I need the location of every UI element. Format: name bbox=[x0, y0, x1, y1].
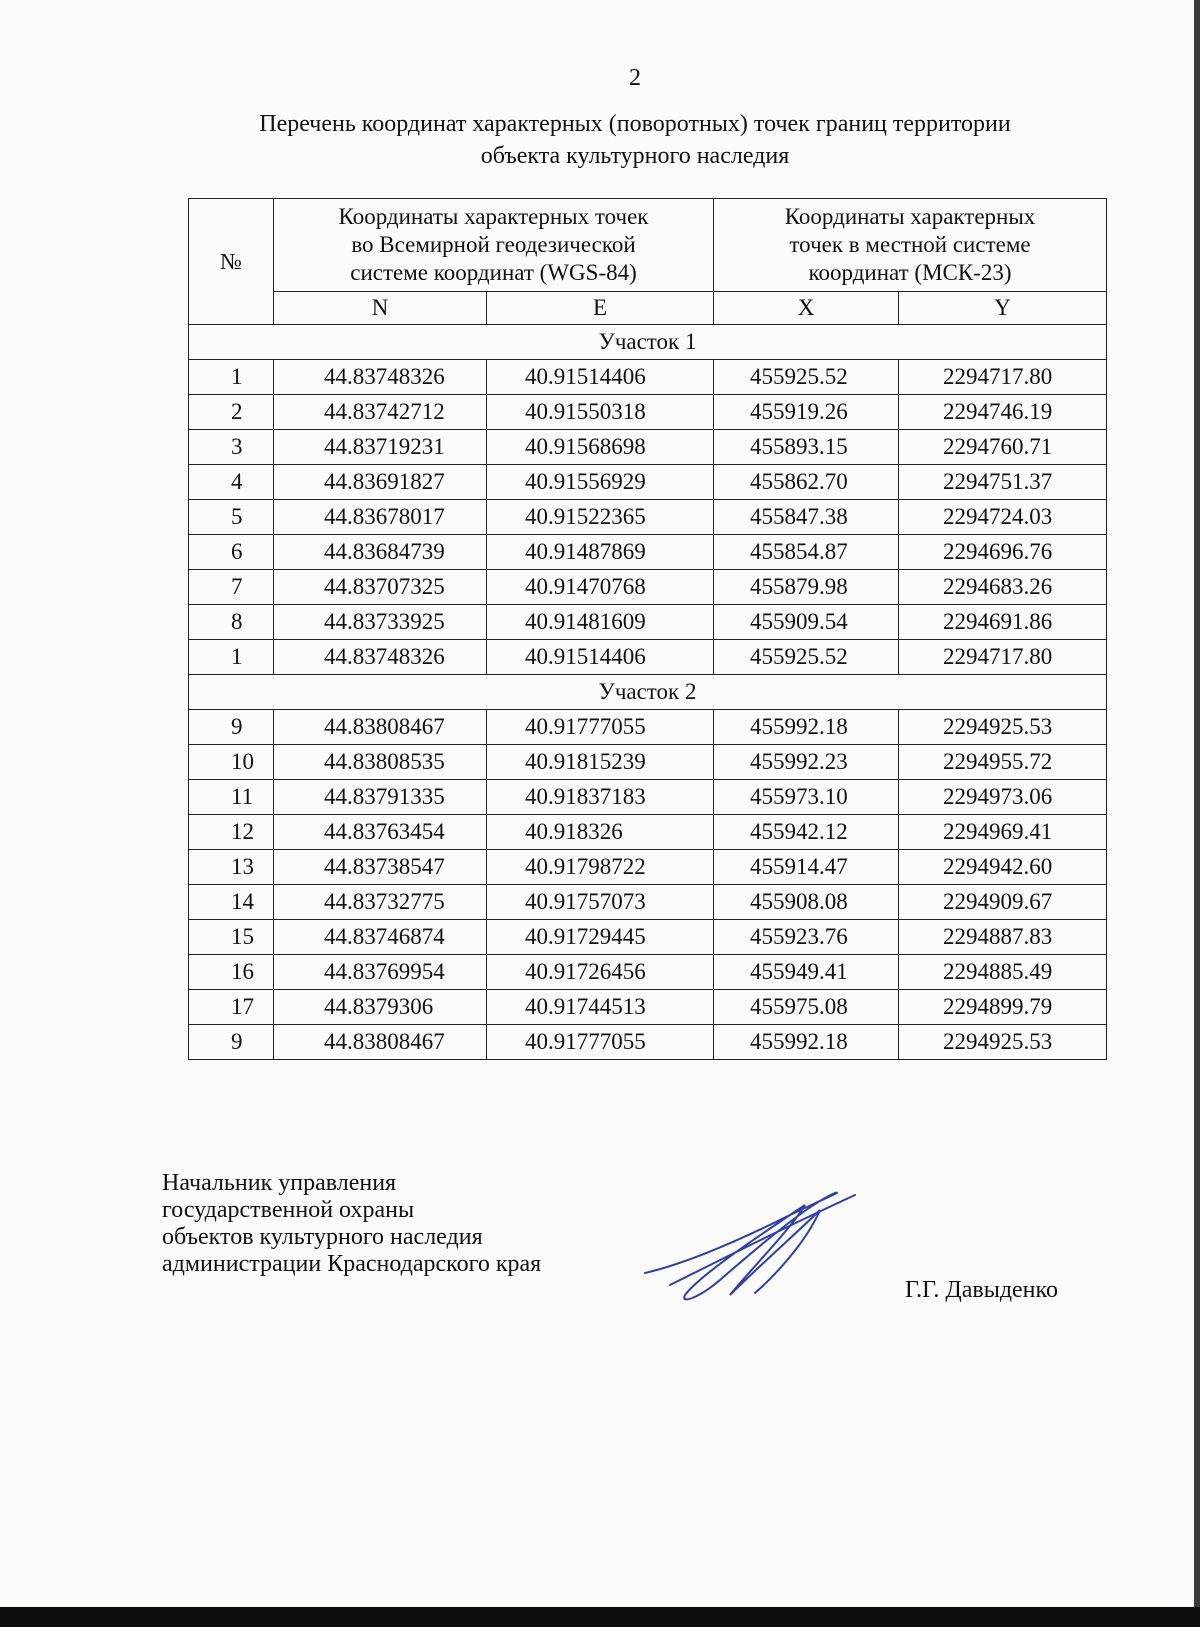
table-subheader-row bbox=[189, 292, 1107, 325]
title-line-2: объекта культурного наследия bbox=[480, 143, 790, 169]
coord-y-cell: 2294760.71 bbox=[899, 430, 1107, 465]
header-wgs-line-3: системе координат (WGS-84) bbox=[350, 260, 637, 285]
coord-n-cell: 44.83719231 bbox=[274, 430, 487, 465]
position-line-3: объектов культурного наследия bbox=[162, 1224, 483, 1250]
row-number-cell: 9 bbox=[189, 1025, 274, 1060]
table-row bbox=[189, 640, 1107, 675]
table-row bbox=[189, 745, 1107, 780]
handwritten-signature bbox=[640, 1185, 880, 1315]
row-number-cell: 8 bbox=[189, 605, 274, 640]
coord-e-cell: 40.91729445 bbox=[487, 920, 714, 955]
table-body bbox=[189, 325, 1107, 1060]
signatory-position bbox=[162, 1170, 541, 1278]
coord-e-cell: 40.91522365 bbox=[487, 500, 714, 535]
row-number-cell: 3 bbox=[189, 430, 274, 465]
coord-e-cell: 40.91726456 bbox=[487, 955, 714, 990]
coord-x-cell: 455923.76 bbox=[714, 920, 899, 955]
table-row bbox=[189, 535, 1107, 570]
coord-y-cell: 2294925.53 bbox=[899, 1025, 1107, 1060]
table-row bbox=[189, 395, 1107, 430]
coord-y-cell: 2294724.03 bbox=[899, 500, 1107, 535]
coord-n-cell: 44.83763454 bbox=[274, 815, 487, 850]
header-wgs-line-2: во Всемирной геодезической bbox=[351, 232, 636, 257]
coord-n-cell: 44.83748326 bbox=[274, 360, 487, 395]
coord-n-cell: 44.83808467 bbox=[274, 1025, 487, 1060]
coord-y-cell: 2294909.67 bbox=[899, 885, 1107, 920]
row-number-cell: 9 bbox=[189, 710, 274, 745]
table-row bbox=[189, 465, 1107, 500]
coord-e-cell: 40.91470768 bbox=[487, 570, 714, 605]
row-number-cell: 14 bbox=[189, 885, 274, 920]
coord-y-cell: 2294683.26 bbox=[899, 570, 1107, 605]
coord-x-cell: 455992.23 bbox=[714, 745, 899, 780]
header-msk-line-2: точек в местной системе bbox=[789, 232, 1031, 257]
subheader-n: N bbox=[274, 292, 487, 325]
table-row bbox=[189, 1025, 1107, 1060]
coord-y-cell: 2294696.76 bbox=[899, 535, 1107, 570]
coord-e-cell: 40.91556929 bbox=[487, 465, 714, 500]
coord-y-cell: 2294942.60 bbox=[899, 850, 1107, 885]
coord-y-cell: 2294717.80 bbox=[899, 640, 1107, 675]
row-number-cell: 7 bbox=[189, 570, 274, 605]
coord-x-cell: 455908.08 bbox=[714, 885, 899, 920]
coord-x-cell: 455925.52 bbox=[714, 360, 899, 395]
coord-y-cell: 2294955.72 bbox=[899, 745, 1107, 780]
coord-e-cell: 40.91568698 bbox=[487, 430, 714, 465]
coord-x-cell: 455893.15 bbox=[714, 430, 899, 465]
header-msk-line-3: координат (МСК-23) bbox=[808, 260, 1012, 285]
coord-x-cell: 455925.52 bbox=[714, 640, 899, 675]
coord-e-cell: 40.91481609 bbox=[487, 605, 714, 640]
row-number-cell: 16 bbox=[189, 955, 274, 990]
section-row bbox=[189, 675, 1107, 710]
coord-n-cell: 44.83769954 bbox=[274, 955, 487, 990]
table-row bbox=[189, 920, 1107, 955]
header-msk23 bbox=[714, 199, 1107, 292]
table-row bbox=[189, 780, 1107, 815]
coord-x-cell: 455949.41 bbox=[714, 955, 899, 990]
section-2-title: Участок 2 bbox=[189, 675, 1107, 710]
signatory-name: Г.Г. Давыденко bbox=[905, 1277, 1058, 1303]
coord-e-cell: 40.91487869 bbox=[487, 535, 714, 570]
coord-x-cell: 455992.18 bbox=[714, 710, 899, 745]
coord-n-cell: 44.83691827 bbox=[274, 465, 487, 500]
coord-n-cell: 44.83678017 bbox=[274, 500, 487, 535]
table-row bbox=[189, 500, 1107, 535]
coord-e-cell: 40.91757073 bbox=[487, 885, 714, 920]
row-number-cell: 15 bbox=[189, 920, 274, 955]
coord-n-cell: 44.83733925 bbox=[274, 605, 487, 640]
header-msk-line-1: Координаты характерных bbox=[784, 204, 1036, 229]
coord-n-cell: 44.83742712 bbox=[274, 395, 487, 430]
coord-x-cell: 455847.38 bbox=[714, 500, 899, 535]
coord-e-cell: 40.91798722 bbox=[487, 850, 714, 885]
coordinates-table bbox=[188, 198, 1107, 1060]
row-number-cell: 5 bbox=[189, 500, 274, 535]
table-row bbox=[189, 570, 1107, 605]
coord-x-cell: 455919.26 bbox=[714, 395, 899, 430]
coord-n-cell: 44.83791335 bbox=[274, 780, 487, 815]
coord-e-cell: 40.91777055 bbox=[487, 1025, 714, 1060]
coord-x-cell: 455854.87 bbox=[714, 535, 899, 570]
coord-n-cell: 44.83808467 bbox=[274, 710, 487, 745]
coord-n-cell: 44.83808535 bbox=[274, 745, 487, 780]
table-row bbox=[189, 955, 1107, 990]
table-row bbox=[189, 710, 1107, 745]
subheader-y: Y bbox=[899, 292, 1107, 325]
table-row bbox=[189, 990, 1107, 1025]
coord-e-cell: 40.918326 bbox=[487, 815, 714, 850]
coord-x-cell: 455992.18 bbox=[714, 1025, 899, 1060]
coord-n-cell: 44.8379306 bbox=[274, 990, 487, 1025]
document-title bbox=[150, 108, 1120, 172]
coord-e-cell: 40.91550318 bbox=[487, 395, 714, 430]
row-number-cell: 4 bbox=[189, 465, 274, 500]
coord-e-cell: 40.91777055 bbox=[487, 710, 714, 745]
table-header-row bbox=[189, 199, 1107, 292]
row-number-cell: 6 bbox=[189, 535, 274, 570]
coord-y-cell: 2294973.06 bbox=[899, 780, 1107, 815]
row-number-cell: 12 bbox=[189, 815, 274, 850]
coord-n-cell: 44.83707325 bbox=[274, 570, 487, 605]
row-number-cell: 17 bbox=[189, 990, 274, 1025]
coord-x-cell: 455879.98 bbox=[714, 570, 899, 605]
table-row bbox=[189, 430, 1107, 465]
header-wgs84 bbox=[274, 199, 714, 292]
row-number-cell: 1 bbox=[189, 640, 274, 675]
page-number: 2 bbox=[629, 65, 641, 91]
table-row bbox=[189, 850, 1107, 885]
position-line-2: государственной охраны bbox=[162, 1197, 415, 1223]
coord-n-cell: 44.83738547 bbox=[274, 850, 487, 885]
subheader-e: E bbox=[487, 292, 714, 325]
coord-y-cell: 2294751.37 bbox=[899, 465, 1107, 500]
table-row bbox=[189, 605, 1107, 640]
coord-n-cell: 44.83748326 bbox=[274, 640, 487, 675]
position-line-1: Начальник управления bbox=[162, 1170, 397, 1196]
coord-e-cell: 40.91514406 bbox=[487, 640, 714, 675]
section-1-title: Участок 1 bbox=[189, 325, 1107, 360]
row-number-cell: 11 bbox=[189, 780, 274, 815]
row-number-cell: 10 bbox=[189, 745, 274, 780]
position-line-4: администрации Краснодарского края bbox=[162, 1251, 542, 1277]
table-row bbox=[189, 815, 1107, 850]
coord-y-cell: 2294899.79 bbox=[899, 990, 1107, 1025]
coord-y-cell: 2294746.19 bbox=[899, 395, 1107, 430]
scan-edge-bottom bbox=[0, 1607, 1200, 1627]
table-row bbox=[189, 885, 1107, 920]
coord-n-cell: 44.83732775 bbox=[274, 885, 487, 920]
coord-e-cell: 40.91514406 bbox=[487, 360, 714, 395]
coord-x-cell: 455975.08 bbox=[714, 990, 899, 1025]
coord-x-cell: 455942.12 bbox=[714, 815, 899, 850]
coord-y-cell: 2294691.86 bbox=[899, 605, 1107, 640]
coord-x-cell: 455973.10 bbox=[714, 780, 899, 815]
header-number: № bbox=[189, 199, 274, 325]
section-row bbox=[189, 325, 1107, 360]
row-number-cell: 1 bbox=[189, 360, 274, 395]
coord-y-cell: 2294717.80 bbox=[899, 360, 1107, 395]
row-number-cell: 13 bbox=[189, 850, 274, 885]
coord-e-cell: 40.91815239 bbox=[487, 745, 714, 780]
coord-n-cell: 44.83684739 bbox=[274, 535, 487, 570]
header-wgs-line-1: Координаты характерных точек bbox=[338, 204, 649, 229]
coord-y-cell: 2294969.41 bbox=[899, 815, 1107, 850]
table-row bbox=[189, 360, 1107, 395]
coord-y-cell: 2294925.53 bbox=[899, 710, 1107, 745]
coord-x-cell: 455914.47 bbox=[714, 850, 899, 885]
scan-edge-right bbox=[1194, 0, 1200, 1627]
title-line-1: Перечень координат характерных (поворотных) точек границ территории bbox=[259, 111, 1011, 137]
subheader-x: X bbox=[714, 292, 899, 325]
coord-e-cell: 40.91837183 bbox=[487, 780, 714, 815]
coord-y-cell: 2294887.83 bbox=[899, 920, 1107, 955]
coord-y-cell: 2294885.49 bbox=[899, 955, 1107, 990]
coord-x-cell: 455909.54 bbox=[714, 605, 899, 640]
coord-n-cell: 44.83746874 bbox=[274, 920, 487, 955]
coord-e-cell: 40.91744513 bbox=[487, 990, 714, 1025]
coord-x-cell: 455862.70 bbox=[714, 465, 899, 500]
row-number-cell: 2 bbox=[189, 395, 274, 430]
